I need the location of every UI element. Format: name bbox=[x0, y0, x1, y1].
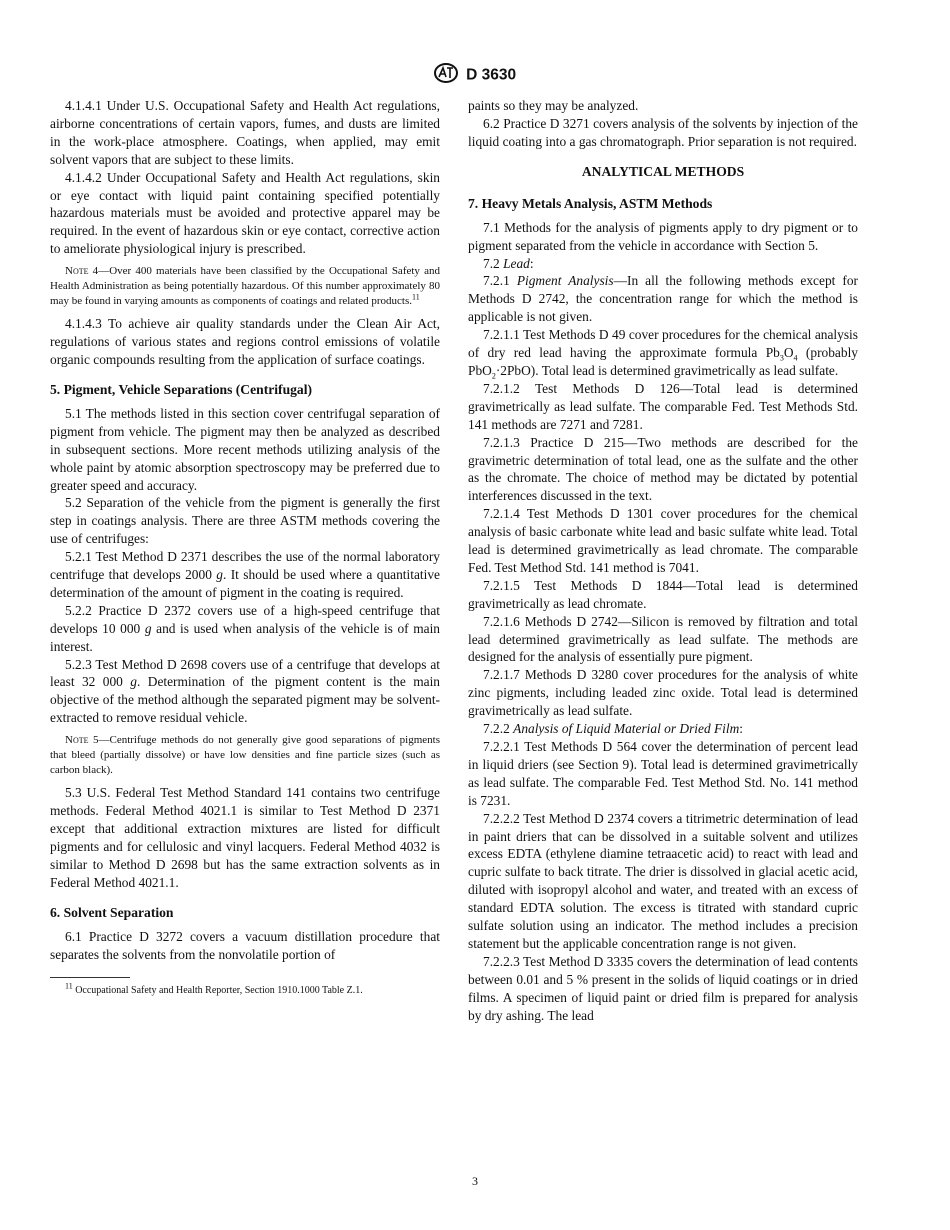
paragraph-6-1-continued: paints so they may be analyzed. bbox=[468, 98, 639, 113]
page-header bbox=[0, 63, 950, 88]
analytical-methods-heading: ANALYTICAL METHODS bbox=[581, 163, 745, 179]
paragraph-4-1-4-3: 4.1.4.3 To achieve air quality standards under the Clean Air Act, regulations of various states and regions control emissions of volatile organic compounds resulting from the application of surface coatings. bbox=[50, 316, 440, 367]
paragraph-7-2-1-7: 7.2.1.7 Methods D 3280 cover procedures for the analysis of white zinc pigments, including leaded zinc oxide. Total lead is determined gravimetrically as lead sulfate. bbox=[468, 667, 858, 719]
paragraph-7-2-1-2: 7.2.1.2 Test Methods D 126—Total lead is determined gravimetrically as lead sulfate. The comparable Fed. Test Methods Std. 141 methods are 7271 and 7281. bbox=[468, 380, 858, 432]
paragraph-7-2-2-3: 7.2.2.3 Test Method D 3335 covers the determination of lead contents between 0.01 and 5 % present in the solids of liquid coatings or in dried films. A specimen of liquid paint or dried film is prepared for analysis by dry ashing. The lead bbox=[468, 953, 858, 1023]
paragraph-7-2-2-2: 7.2.2.2 Test Method D 2374 covers a titrimetric determination of lead in paint driers that can be dissolved in a suitable solvent and utilizes excess EDTA (ethylene diamine tetraacetic acid) to react with lead and cupric sulfate to back titrate. The drier is dissolved in glacial acetic acid, diluted with isopropyl alcohol and water, and treated with an excess of standard EDTA solution. The excess is titrated with standard cupric sulfate solution using an indicator. The method includes a precision statement but the applicable concentration range is not given. bbox=[468, 810, 858, 951]
note-5-text: —Centrifuge methods do not generally give good separations of pigments that bleed (partially dissolve) or have low densities and fine particle sizes (such as carbon black). bbox=[50, 734, 440, 777]
footnote-ref[interactable]: 11 bbox=[412, 292, 420, 302]
paragraph-6-2: 6.2 Practice D 3271 covers analysis of the solvents by injection of the liquid coating into a gas chromatograph. Prior separation is not required. bbox=[468, 115, 858, 149]
paragraph-5-2: 5.2 Separation of the vehicle from the pigment is generally the first step in coatings analysis. There are three ASTM methods covering the use of centrifuges: bbox=[50, 495, 440, 547]
paragraph-7-2-2-1: 7.2.2.1 Test Methods D 564 cover the determination of percent lead in liquid driers (see Section 9). Total lead is determined gravimetrically as lead sulfate. The comparable Fed. Test Method Std. No. 141 method is 7231. bbox=[468, 739, 858, 808]
paragraph-7-2-1-1: 7.2.1.1 Test Methods D 49 cover procedures for the chemical analysis of dry red lead having the approximate formula $Pb_3O_4$ (probably PbO$_2$·2PbO). Total lead is determined gravimetrically as lead sulfate. bbox=[468, 327, 858, 381]
note-5 bbox=[50, 733, 440, 778]
section-heading-6: 6. Solvent Separation bbox=[50, 904, 174, 920]
paragraph-7-2-1: 7.2.1 Pigment Analysis—In all the following methods except for Methods D 2742, the concentration range for which the method is applicable is not given. bbox=[468, 273, 858, 325]
footnote-divider bbox=[50, 977, 130, 978]
note-4 bbox=[50, 264, 440, 309]
section-heading-5: 5. Pigment, Vehicle Separations (Centrifugal) bbox=[50, 381, 313, 397]
note-4-label: Note 4 bbox=[65, 265, 99, 278]
paragraph-4-1-4-2: 4.1.4.2 Under Occupational Safety and Health Act regulations, skin or eye contact with liquid paint containing specified potentially hazardous materials must be avoided and protective apparel may be required. In the event of hazardous skin or eye contact, corrective action to ameliorate physiological injury is prescribed. bbox=[50, 169, 440, 257]
paragraph-5-2-2: 5.2.2 Practice D 2372 covers use of a high-speed centrifuge that develops 10 000 g and is used when analysis of the vehicle is of main interest. bbox=[50, 602, 440, 654]
page-number: 3 bbox=[472, 1174, 478, 1188]
paragraph-7-2-1-4: 7.2.1.4 Test Methods D 1301 cover procedures for the chemical analysis of basic carbonate white lead and basic sulfate white lead. Total lead is determined gravimetrically as lead chromate. The comparable Fed. Test Method Std. 141 method is 7041. bbox=[468, 506, 858, 575]
paragraph-4-1-4-1: 4.1.4.1 Under U.S. Occupational Safety and Health Act regulations, airborne concentrations of certain vapors, fumes, and dusts are limited in the work-place atmosphere. Coatings, when applied, may emit solvent vapors that are subject to these limits. bbox=[50, 98, 440, 167]
note-4-text: —Over 400 materials have been classified by the Occupational Safety and Health Administration as being potentially hazardous. Of this number approximately 80 may be found in varying amounts as components of coatings and related products. bbox=[50, 265, 440, 308]
paragraph-5-2-3: 5.2.3 Test Method D 2698 covers use of a centrifuge that develops at least 32 000 g. Determination of the pigment content is the main objective of the method although the separated pigment may be solvent-extracted to remove residual vehicle. bbox=[50, 656, 440, 726]
paragraph-7-2-2: 7.2.2 Analysis of Liquid Material or Dried Film: bbox=[483, 721, 744, 737]
paragraph-7-2: 7.2 Lead: bbox=[483, 255, 534, 271]
document-code: D 3630 bbox=[466, 66, 517, 84]
paragraph-7-2-1-6: 7.2.1.6 Methods D 2742—Silicon is removed by filtration and total lead determined gravimetrically as lead sulfate. The methods are designed for the analysis of essentially pure pigment. bbox=[468, 613, 858, 665]
section-heading-7: 7. Heavy Metals Analysis, ASTM Methods bbox=[468, 195, 713, 211]
right-column bbox=[468, 97, 858, 1025]
paragraph-5-2-1: 5.2.1 Test Method D 2371 describes the use of the normal laboratory centrifuge that develops 2000 g. It should be used where a quantitative determination of the amount of pigment in the coating is required. bbox=[50, 549, 440, 600]
paragraph-5-1: 5.1 The methods listed in this section cover centrifugal separation of pigment from vehicle. The pigment may then be analyzed as described in subsequent sections. More recent methods utilizing analysis of the whole paint by atomic absorption spectroscopy may be preferred due to greater speed and accuracy. bbox=[50, 405, 440, 493]
left-column bbox=[50, 97, 440, 997]
paragraph-5-3: 5.3 U.S. Federal Test Method Standard 141 contains two centrifuge methods. Federal Method 4021.1 is similar to Test Method D 2371 except that additional extraction mixtures are listed for difficult pigments and for cellulosic and vinyl lacquers. Federal Method 4032 is similar to Method D 2698 but has the same extraction solvents as in Federal Method 4021.1. bbox=[50, 785, 440, 890]
paragraph-6-1: 6.1 Practice D 3272 covers a vacuum distillation procedure that separates the solvents from the nonvolatile portion of bbox=[50, 928, 440, 962]
footnote-11: $^{11}$ Occupational Safety and Health Reporter, Section 1910.1000 Table Z.1. bbox=[65, 982, 363, 997]
paragraph-7-1: 7.1 Methods for the analysis of pigments apply to dry pigment or to pigment separated from the vehicle in accordance with Section 5. bbox=[468, 219, 858, 253]
paragraph-7-2-1-5: 7.2.1.5 Test Methods D 1844—Total lead is determined gravimetrically as lead chromate. bbox=[468, 577, 858, 611]
astm-logo-icon bbox=[434, 63, 458, 88]
note-5-label: Note 5 bbox=[65, 734, 99, 747]
paragraph-7-2-1-3: 7.2.1.3 Practice D 215—Two methods are described for the gravimetric determination of total lead, one as the sulfate and the other as the chromate. The choice of method may be dictated by potential interferences discussed in the text. bbox=[468, 434, 858, 504]
